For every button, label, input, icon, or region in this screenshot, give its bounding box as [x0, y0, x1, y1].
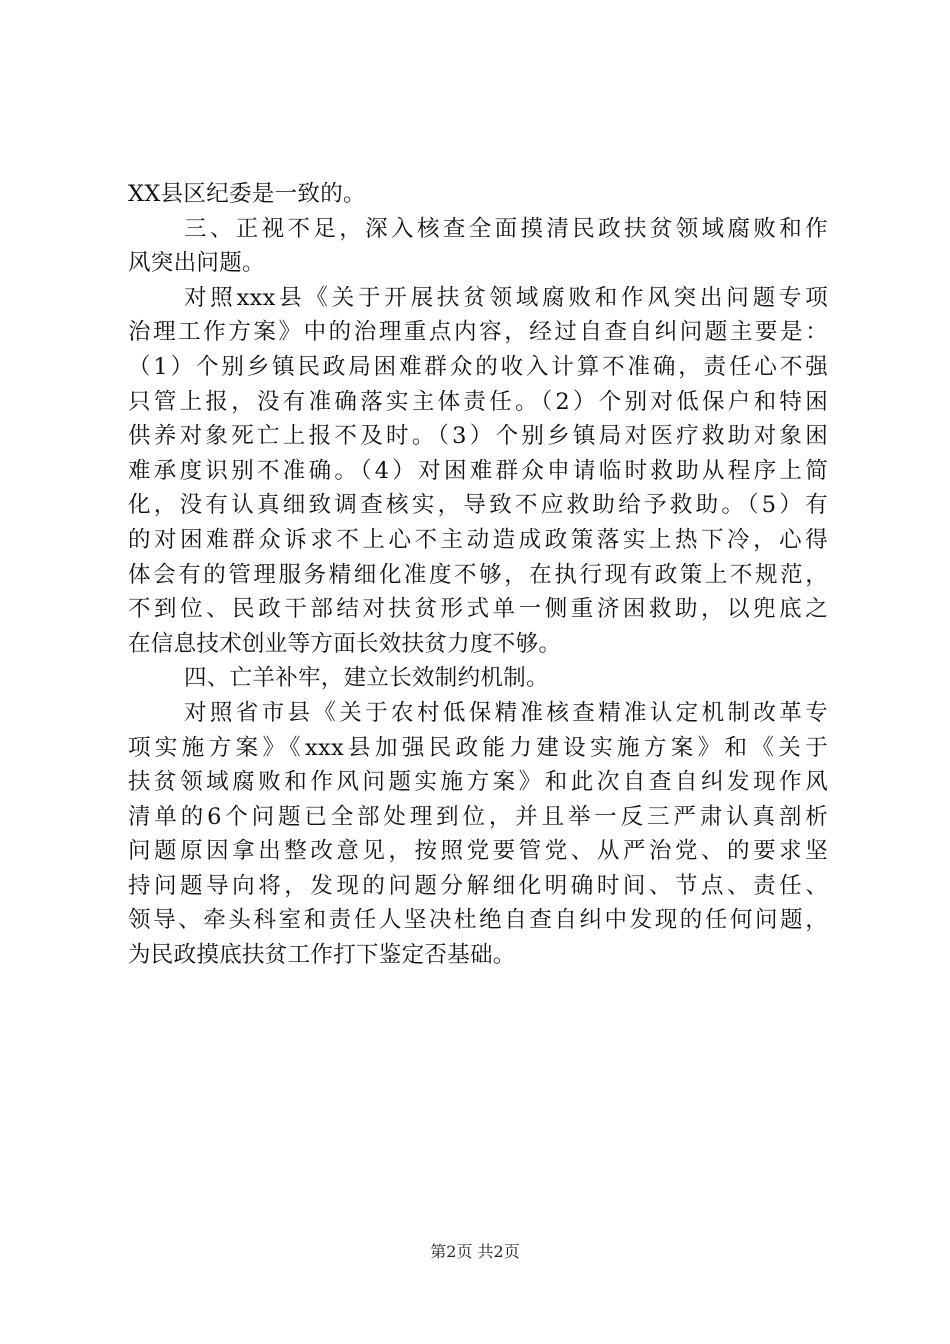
text-line: 扶贫领域腐败和作风问题实施方案》和此次自查自纠发现作风: [128, 769, 828, 796]
document-body: [128, 177, 828, 973]
text-line: 难承度识别不准确。（4）对困难群众申请临时救助从程序上简: [128, 457, 828, 484]
text-line: 化，没有认真细致调查核实，导致不应救助给予救助。（5）有: [128, 492, 828, 519]
text-line: 体会有的管理服务精细化准度不够，在执行现有政策上不规范，: [128, 561, 828, 588]
section-heading-4: 四、亡羊补牢，建立长效制约机制。: [184, 665, 549, 692]
text-line: 领导、牵头科室和责任人坚决杜绝自查自纠中发现的任何问题，: [128, 907, 828, 934]
text-line: 治理工作方案》中的治理重点内容，经过自查自纠问题主要是：: [128, 319, 828, 346]
page-number-footer: 第2页 共2页: [430, 1242, 520, 1261]
paragraph-start: 对照省市县《关于农村低保精准核查精准认定机制改革专: [184, 699, 828, 726]
text-line: 供养对象死亡上报不及时。（3）个别乡镇局对医疗救助对象困: [128, 423, 828, 450]
text-line: 为民政摸底扶贫工作打下鉴定否基础。: [128, 942, 516, 969]
text-line: 风突出问题。: [128, 250, 265, 277]
paragraph-start: 对照xxx县《关于开展扶贫领域腐败和作风突出问题专项: [184, 284, 828, 311]
text-line: 在信息技术创业等方面长效扶贫力度不够。: [128, 630, 562, 657]
section-heading-3: 三、正视不足，深入核查全面摸清民政扶贫领域腐败和作: [184, 215, 828, 242]
text-line: XX县区纪委是一致的。: [128, 181, 366, 207]
text-line: 项实施方案》《xxx县加强民政能力建设实施方案》和《关于: [128, 734, 828, 761]
text-line: 问题原因拿出整改意见，按照党要管党、从严治党、的要求坚: [128, 838, 828, 865]
text-line: 的对困难群众诉求不上心不主动造成政策落实上热下冷，心得: [128, 526, 828, 553]
text-line: 只管上报，没有准确落实主体责任。（2）个别对低保户和特困: [128, 388, 828, 415]
text-line: 清单的6个问题已全部处理到位，并且举一反三严肃认真剖析: [128, 803, 828, 830]
text-line: （1）个别乡镇民政局困难群众的收入计算不准确，责任心不强: [128, 353, 828, 380]
text-line: 持问题导向将，发现的问题分解细化明确时间、节点、责任、: [128, 872, 828, 899]
text-line: 不到位、民政干部结对扶贫形式单一侧重济困救助，以兜底之: [128, 596, 828, 623]
